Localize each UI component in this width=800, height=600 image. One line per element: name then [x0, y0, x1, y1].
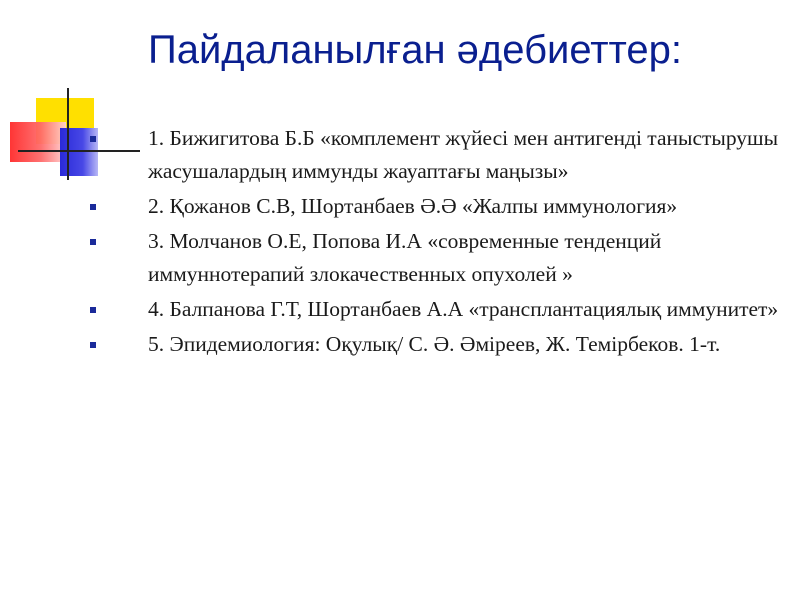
square-bullet-icon — [90, 204, 96, 210]
square-bullet-icon — [90, 239, 96, 245]
reference-text: 2. Қожанов С.В, Шортанбаев Ә.Ә «Жалпы иммунология» — [148, 194, 678, 218]
square-bullet-icon — [90, 342, 96, 348]
vertical-line — [67, 88, 69, 180]
reference-item — [90, 293, 780, 326]
red-square — [10, 122, 66, 162]
reference-text: 1. Бижигитова Б.Б «комплемент жүйесі мен антигенді таныстырушы жасушалардың иммунды жауаптағы маңызы» — [148, 126, 779, 183]
reference-item — [90, 190, 780, 223]
reference-item — [90, 328, 780, 361]
reference-item — [90, 225, 780, 291]
reference-item — [90, 122, 780, 188]
reference-text: 5. Эпидемиология: Оқулық/ С. Ә. Әміреев, Ж. Темірбеков. 1-т. — [148, 332, 721, 356]
square-bullet-icon — [90, 136, 96, 142]
reference-text: 3. Молчанов О.Е, Попова И.А «современные тенденций иммуннотерапий злокачественных опухолей » — [148, 229, 662, 286]
reference-text: 4. Балпанова Г.Т, Шортанбаев А.А «трансплантациялық иммунитет» — [148, 297, 779, 321]
square-bullet-icon — [90, 307, 96, 313]
slide-title: Пайдаланылған әдебиеттер: — [147, 28, 683, 72]
reference-list — [90, 122, 780, 363]
